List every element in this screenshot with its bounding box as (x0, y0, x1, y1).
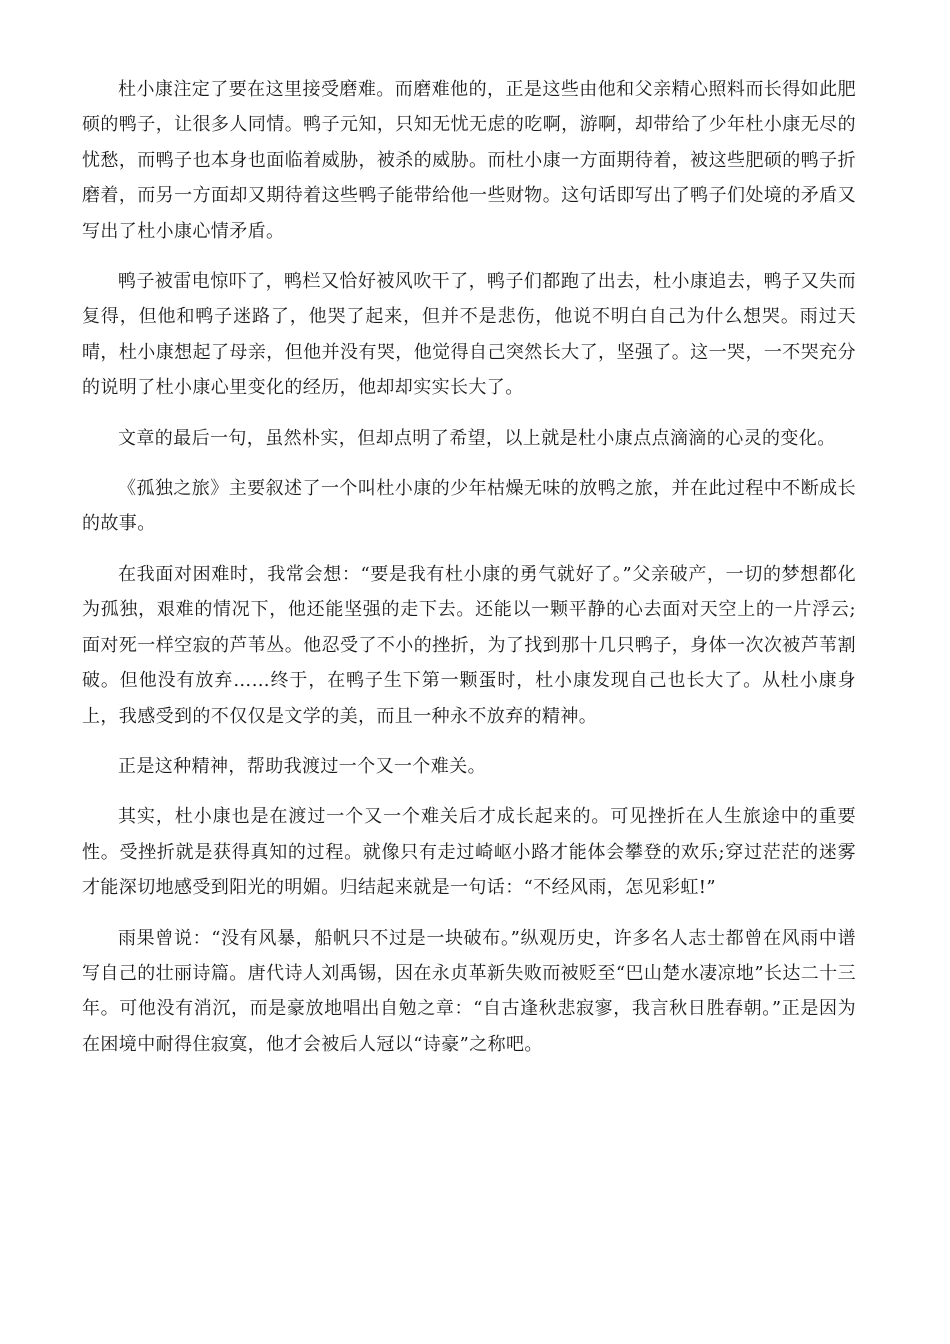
paragraph-7: 其实，杜小康也是在渡过一个又一个难关后才成长起来的。可见挫折在人生旅途中的重要性。受挫折就是获得真知的过程。就像只有走过崎岖小路才能体会攀登的欢乐;穿过茫茫的迷雾才能深切地感受到阳光的明媚。归结起来就是一句话：“不经风雨，怎见彩虹!” (82, 806, 856, 899)
paragraph-6: 正是这种精神，帮助我渡过一个又一个难关。 (118, 755, 486, 777)
paragraph-4: 《孤独之旅》主要叙述了一个叫杜小康的少年枯燥无味的放鸭之旅，并在此过程中不断成长的故事。 (82, 478, 856, 535)
paragraph-5: 在我面对困难时，我常会想：“要是我有杜小康的勇气就好了。”父亲破产，一切的梦想都化为孤独，艰难的情况下，他还能坚强的走下去。还能以一颗平静的心去面对天空上的一片浮云;面对死一样空寂的芦苇丛。他忍受了不小的挫折，为了找到那十几只鸭子，身体一次次被芦苇割破。但他没有放弃……终于，在鸭子生下第一颗蛋时，杜小康发现自己也长大了。从杜小康身上，我感受到的不仅仅是文学的美，而且一种永不放弃的精神。 (82, 563, 856, 727)
paragraph-2: 鸭子被雷电惊吓了，鸭栏又恰好被风吹干了，鸭子们都跑了出去，杜小康追去，鸭子又失而复得，但他和鸭子迷路了，他哭了起来，但并不是悲伤，他说不明白自己为什么想哭。雨过天晴，杜小康想起了母亲，但他并没有哭，他觉得自己突然长大了，坚强了。这一哭，一不哭充分的说明了杜小康心里变化的经历，他却却实实长大了。 (82, 271, 856, 399)
paragraph-1: 杜小康注定了要在这里接受磨难。而磨难他的，正是这些由他和父亲精心照料而长得如此肥硕的鸭子，让很多人同情。鸭子元知，只知无忧无虑的吃啊，游啊，却带给了少年杜小康无尽的忧愁，而鸭子也本身也面临着威胁，被杀的威胁。而杜小康一方面期待着，被这些肥硕的鸭子折磨着，而另一方面却又期待着这些鸭子能带给他一些财物。这句话即写出了鸭子们处境的矛盾又写出了杜小康心情矛盾。 (82, 79, 856, 242)
paragraph-8: 雨果曾说：“没有风暴，船帆只不过是一块破布。”纵观历史，许多名人志士都曾在风雨中谱写自己的壮丽诗篇。唐代诗人刘禹锡，因在永贞革新失败而被贬至“巴山楚水凄凉地”长达二十三年。可他没有消沉，而是豪放地唱出自勉之章：“自古逢秋悲寂寥，我言秋日胜春朝。”正是因为在困境中耐得住寂寞，他才会被后人冠以“诗豪”之称吧。 (82, 927, 856, 1055)
paragraph-3: 文章的最后一句，虽然朴实，但却点明了希望，以上就是杜小康点点滴滴的心灵的变化。 (118, 427, 836, 449)
